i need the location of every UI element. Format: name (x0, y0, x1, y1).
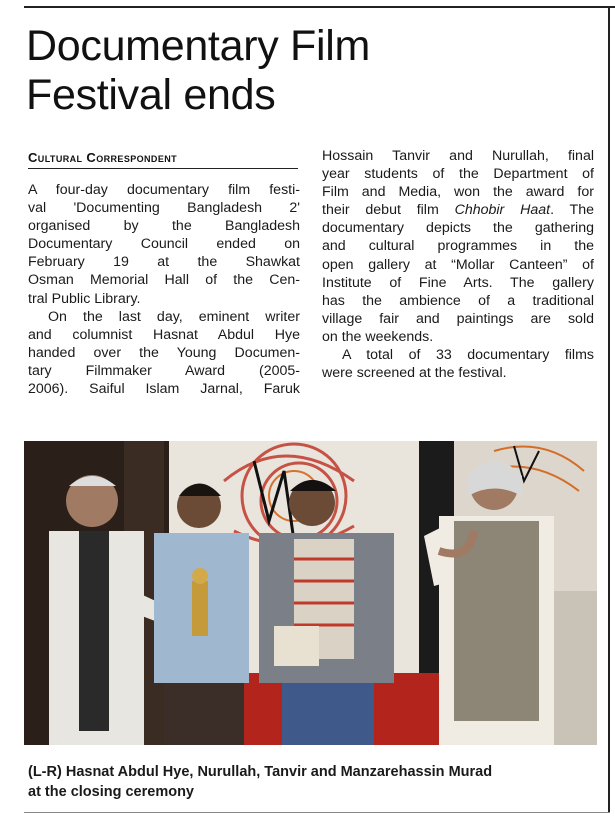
paragraph-1 (28, 181, 300, 308)
paragraph-3 (322, 147, 594, 346)
text-line: open gallery at “Mollar Canteen” of (322, 256, 594, 273)
text-line: organised by the Bangladesh (28, 218, 300, 235)
caption-line-1: (L-R) Hasnat Abdul Hye, Nurullah, Tanvir and Manzarehassin Murad (28, 764, 493, 780)
text-line: Osman Memorial Hall of the Cen- (28, 272, 300, 289)
headline-line-2: Festival ends (26, 71, 276, 119)
article-column-2 (322, 147, 594, 382)
paragraph-2 (28, 308, 300, 398)
text-line: Film and Media, won the award for (322, 184, 594, 201)
headline (26, 22, 586, 120)
text-line: and cultural programmes in the (322, 238, 594, 255)
headline-line-1: Documentary Film (26, 22, 371, 70)
photo-caption (28, 762, 598, 802)
text-line: val 'Documenting Bangladesh 2' (28, 200, 300, 217)
ceremony-photo (24, 441, 597, 745)
text-line: village fair and paintings are sold (322, 310, 594, 327)
film-title: Chhobir Haat (454, 202, 551, 219)
text-line: year students of the Department of (322, 166, 594, 183)
right-column-rule (608, 6, 610, 812)
bottom-rule (24, 812, 610, 813)
text-line: Hossain Tanvir and Nurullah, final (322, 148, 594, 164)
text-line: Documentary Council ended on (28, 236, 300, 253)
film-prefix: their debut film (322, 202, 455, 219)
text-line: and columnist Hasnat Abdul Hye (28, 326, 300, 343)
text-line: were screened at the festival. (322, 365, 507, 382)
text-line: has the ambience of a traditional (322, 292, 594, 309)
text-line: documentary depicts the gathering (322, 220, 594, 237)
text-line: On the last day, eminent writer (48, 308, 300, 325)
text-line: tary Filmmaker Award (2005- (28, 362, 300, 379)
paragraph-4 (322, 346, 594, 382)
text-line: tral Public Library. (28, 290, 141, 307)
award-ceremony-photo-icon (24, 441, 597, 745)
byline: Cultural Correspondent (28, 150, 178, 165)
article-column-1 (28, 181, 300, 398)
text-line-with-film-title (322, 201, 594, 219)
film-suffix: . The (550, 202, 594, 219)
text-line: Institute of Fine Arts. The gallery (322, 274, 594, 291)
text-line: February 19 at the Shawkat (28, 254, 300, 271)
byline-rule (28, 168, 298, 169)
text-line: A total of 33 documentary films (342, 347, 594, 364)
caption-line-2: at the closing ceremony (28, 784, 194, 800)
text-line: handed over the Young Documen- (28, 344, 300, 361)
text-line: on the weekends. (322, 328, 434, 345)
text-line: 2006). Saiful Islam Jarnal, Faruk (28, 381, 300, 398)
top-rule (24, 6, 615, 8)
text-line: A four-day documentary film festi- (28, 182, 300, 198)
